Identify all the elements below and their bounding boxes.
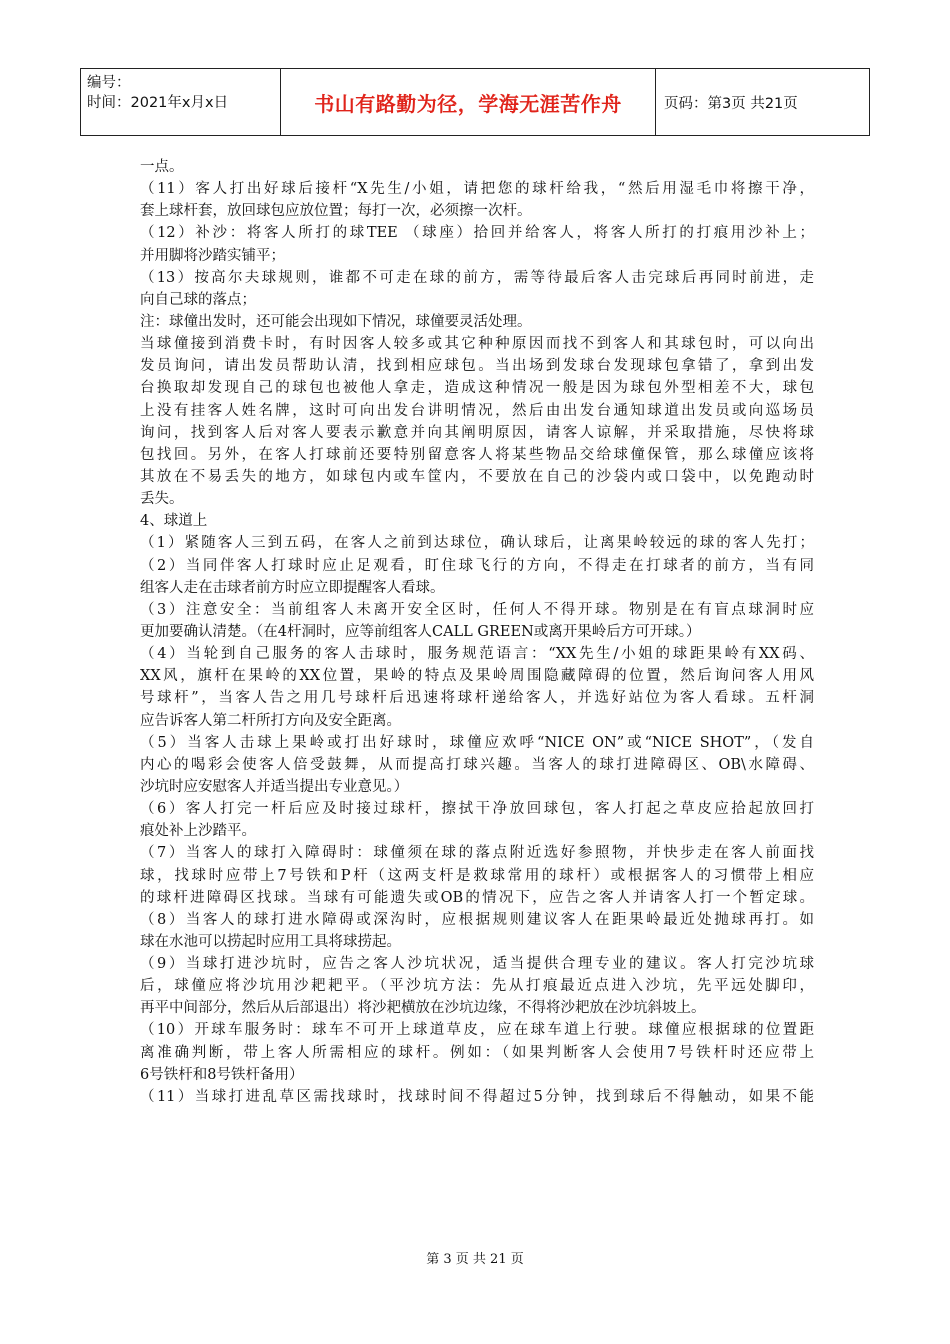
text-line: 的球杆进障碍区找球。当球有可能遗失或OB的情况下，应告之客人并请客人打一个暂定球。 <box>140 889 814 906</box>
text-line: 4、球道上 <box>140 513 208 530</box>
text-line: （9）当球打进沙坑时，应告之客人沙坑状况，适当提供合理专业的建议。客人打完沙坑球 <box>140 956 814 973</box>
text-line: （10）开球车服务时：球车不可开上球道草皮，应在球车道上行驶。球僮应根据球的位置距 <box>140 1022 814 1039</box>
text-line: 注：球僮出发时，还可能会出现如下情况，球僮要灵活处理。 <box>140 313 532 330</box>
text-line: 球在水池可以捞起时应用工具将球捞起。 <box>140 933 401 950</box>
text-line: （12）补沙：将客人所打的球TEE （球座）拾回并给客人，将客人所打的打痕用沙补上； <box>140 225 814 242</box>
text-line: （3）注意安全：当前组客人未离开安全区时，任何人不得开球。物别是在有盲点球洞时应 <box>140 601 814 618</box>
document-time-label: 时间：2021年x月x日 <box>87 95 229 111</box>
text-line: XX风，旗杆在果岭的XX位置，果岭的特点及果岭周围隐藏障碍的位置，然后询问客人用风 <box>140 668 814 685</box>
page-header <box>80 68 870 136</box>
header-page-number: 页码：第3页 共21页 <box>664 95 798 112</box>
text-line: 一点。 <box>140 159 184 175</box>
header-motto: 书山有路勤为径，学海无涯苦作舟 <box>281 69 656 135</box>
text-line: 后，球僮应将沙坑用沙耙耙平。（平沙坑方法：先从打痕最近点进入沙坑，先平远处脚印， <box>140 978 814 995</box>
text-line: 痕处补上沙踏平。 <box>140 823 256 840</box>
text-line: （5）当客人击球上果岭或打出好球时，球僮应欢呼“NICE ON”或“NICE SHOT”，（发自 <box>140 734 814 751</box>
text-line: 向自己球的落点； <box>140 291 256 308</box>
text-line: 再平中间部分，然后从后部退出）将沙耙横放在沙坑边缘，不得将沙耙放在沙坑斜坡上。 <box>140 1000 706 1017</box>
text-line: 组客人走在击球者前方时应立即提醒客人看球。 <box>140 579 445 596</box>
text-line: 球，找球时应带上7号铁和P杆（这两支杆是救球常用的球杆）或根据客人的习惯带上相应 <box>140 867 814 884</box>
text-line: （4）当轮到自己服务的客人击球时，服务规范语言：“XX先生/小姐的球距果岭有XX码、 <box>140 646 814 663</box>
text-line: 台换取却发现自己的球包也被他人拿走，造成这种情况一般是因为球包外型相差不大，球包 <box>140 380 814 397</box>
text-line: 沙坑时应安慰客人并适当提出专业意见。） <box>140 778 409 795</box>
text-line: 内心的喝彩会使客人倍受鼓舞，从而提高打球兴趣。当客人的球打进障碍区、OB\水障碍、 <box>140 756 814 773</box>
text-line: 询问，找到客人后对客人要表示歉意并向其阐明原因，请客人谅解，并采取措施，尽快将球 <box>140 424 814 441</box>
text-line: （11）客人打出好球后接杆“X先生/小姐，请把您的球杆给我，“然后用湿毛巾将擦干净， <box>140 181 814 198</box>
page-footer: 第 3 页 共 21 页 <box>426 1252 524 1267</box>
text-line: 号球杆”，当客人告之用几号球杆后迅速将球杆递给客人，并选好站位为客人看球。五杆洞 <box>140 690 814 707</box>
text-line: 当球僮接到消费卡时，有时因客人较多或其它种种原因而找不到客人和其球包时，可以向出 <box>140 336 814 353</box>
text-line: （1）紧随客人三到五码，在客人之前到达球位，确认球后，让离果岭较远的球的客人先打； <box>140 535 814 552</box>
text-line: 丢失。 <box>140 491 184 508</box>
text-line: （8）当客人的球打进水障碍或深沟时，应根据规则建议客人在距果岭最近处抛球再打。如 <box>140 911 814 928</box>
text-line: （2）当同伴客人打球时应止足观看，盯住球飞行的方向，不得走在打球者的前方，当有同 <box>140 557 814 574</box>
text-line: 其放在不易丢失的地方，如球包内或车筐内，不要放在自己的沙袋内或口袋中，以免跑动时 <box>140 468 814 485</box>
text-line: 套上球杆套，放回球包应放位置；每打一次，必须擦一次杆。 <box>140 203 532 220</box>
text-line: （13）按高尔夫球规则，谁都不可走在球的前方，需等待最后客人击完球后再同时前进，走 <box>140 269 814 286</box>
text-line: （11）当球打进乱草区需找球时，找球时间不得超过5分钟，找到球后不得触动，如果不能 <box>140 1088 814 1105</box>
text-line: 发员询问，请出发员帮助认清，找到相应球包。当出场到发球台发现球包拿错了，拿到出发 <box>140 358 814 375</box>
text-line: 更加要确认清楚。（在4杆洞时，应等前组客人CALL GREEN或离开果岭后方可开球。） <box>140 623 701 640</box>
text-line: 离准确判断，带上客人所需相应的球杆。例如：（如果判断客人会使用7号铁杆时还应带上 <box>140 1044 814 1061</box>
text-line: 上没有挂客人姓名牌，这时可向出发台讲明情况，然后由出发台通知球道出发员或向巡场员 <box>140 402 814 419</box>
text-line: 6号铁杆和8号铁杆备用） <box>140 1066 304 1083</box>
text-line: 应告诉客人第二杆所打方向及安全距离。 <box>140 712 401 729</box>
text-line: 并用脚将沙踏实铺平； <box>140 247 285 264</box>
document-number-label: 编号： <box>87 75 131 91</box>
header-meta <box>81 69 281 135</box>
text-line: （7）当客人的球打入障碍时：球僮须在球的落点附近选好参照物，并快步走在客人前面找 <box>140 845 814 862</box>
text-line: （6）客人打完一杆后应及时接过球杆，擦拭干净放回球包，客人打起之草皮应拾起放回打 <box>140 801 814 818</box>
text-line: 包找回。另外，在客人打球前还要特别留意客人将某些物品交给球僮保管，那么球僮应该将 <box>140 446 814 463</box>
document-body <box>140 156 814 1108</box>
